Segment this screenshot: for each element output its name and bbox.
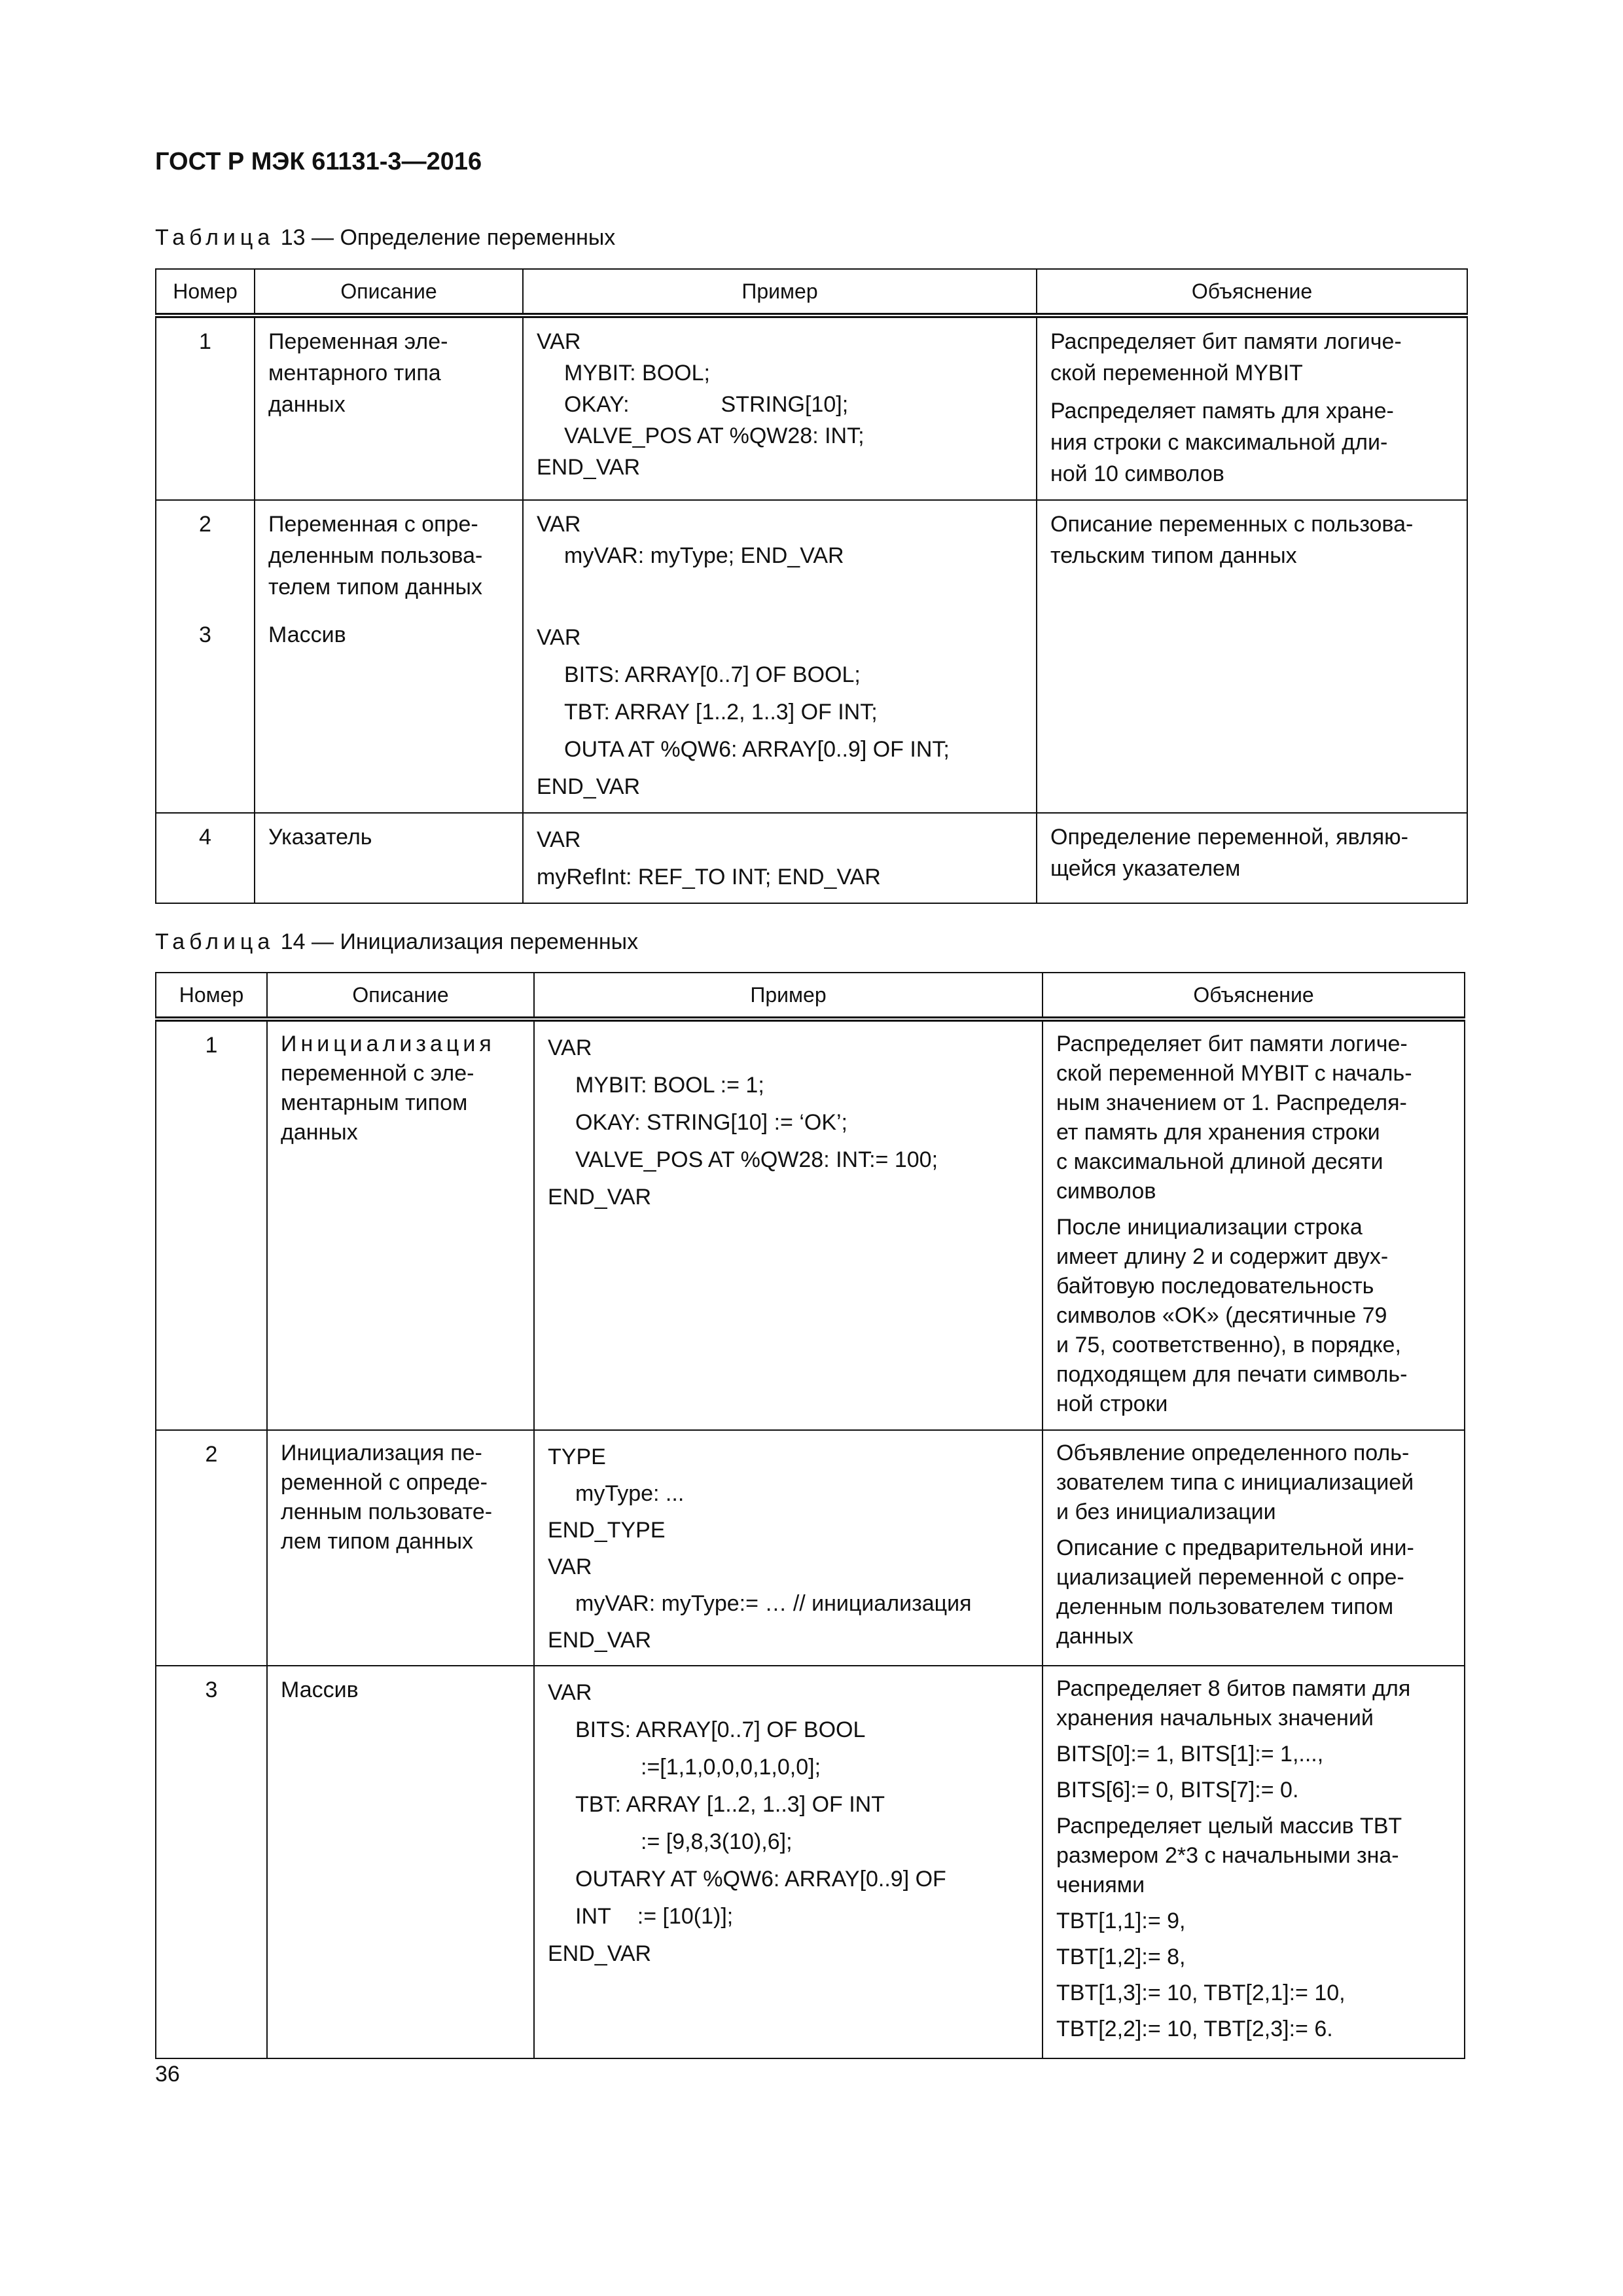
code-line: MYBIT: BOOL; (564, 361, 710, 386)
row-example (534, 1430, 1043, 1666)
code-line: VAR (537, 827, 581, 852)
code-line: TBT: ARRAY [1..2, 1..3] OF INT (575, 1792, 885, 1817)
row-example (534, 1666, 1043, 2058)
code-line: MYBIT: BOOL := 1; (575, 1073, 764, 1098)
row-example (523, 500, 1037, 611)
row-description: Указатель (255, 813, 523, 903)
row-explanation (1043, 1430, 1465, 1666)
explanation-paragraph: Описание с предварительной ини- циализацией переменной с опре- деленным пользователем типом данных (1056, 1535, 1414, 1649)
code-token: INT (575, 1904, 611, 1929)
code-token: := [10(1)]; (637, 1904, 734, 1929)
explanation-paragraph: BITS[6]:= 0, BITS[7]:= 0. (1056, 1778, 1299, 1803)
page-number: 36 (155, 2062, 180, 2087)
document-header: ГОСТ Р МЭК 61131-3—2016 (155, 148, 482, 175)
row-description: Переменная эле- ментарного типа данных (255, 315, 523, 500)
row-example (523, 315, 1037, 500)
row-number: 2 (156, 500, 255, 611)
description-rest: переменной с эле- ментарным типом данных (281, 1061, 474, 1145)
explanation-paragraph: Распределяет бит памяти логиче- ской переменной MYBIT с началь- ным значением от 1. Распределя- ет память для хранения строки с максимальной длиной десяти символов (1056, 1031, 1412, 1204)
explanation-paragraph: Объявление определенного поль- зователем типа с инициализацией и без инициализации (1056, 1441, 1414, 1524)
code-line: BITS: ARRAY[0..7] OF BOOL (575, 1717, 866, 1742)
table13-col-explanation: Объяснение (1037, 269, 1467, 315)
code-line: myType: ... (575, 1481, 685, 1506)
code-line: OUTARY AT %QW6: ARRAY[0..9] OF (575, 1867, 946, 1892)
code-line: OKAY: STRING[10] := ‘OK’; (575, 1110, 848, 1135)
explanation-paragraph: Распределяет 8 битов памяти для хранения начальных значений (1056, 1676, 1411, 1731)
row-description (267, 1019, 534, 1430)
code-line: VAR (537, 329, 581, 354)
row-number: 1 (156, 1019, 267, 1430)
code-line: VAR (548, 1554, 592, 1579)
code-line: myVAR: myType; END_VAR (564, 543, 844, 568)
code-line: VAR (537, 625, 581, 650)
code-line: VAR (548, 1680, 592, 1705)
table13 (155, 268, 1468, 904)
explanation-paragraph: TBT[1,2]:= 8, (1056, 1945, 1186, 1969)
row-explanation: Описание переменных с пользова- тельским типом данных (1037, 500, 1467, 813)
row-explanation (1037, 315, 1467, 500)
table14-caption (155, 929, 638, 955)
explanation-paragraph: Распределяет целый массив TBT размером 2*3 с начальными зна- чениями (1056, 1814, 1402, 1897)
table14-col-example: Пример (534, 973, 1043, 1019)
code-line: END_VAR (548, 1185, 652, 1210)
row-explanation (1043, 1666, 1465, 2058)
row-explanation: Определение переменной, являю- щейся указателем (1037, 813, 1467, 903)
table13-caption-rest: 13 — Определение переменных (274, 225, 616, 250)
row-number: 3 (156, 1666, 267, 2058)
code-line: END_TYPE (548, 1518, 666, 1543)
table14-header-row (156, 973, 1465, 1019)
code-token: OKAY: (564, 392, 630, 417)
code-line: TBT: ARRAY [1..2, 1..3] OF INT; (564, 700, 878, 725)
table14 (155, 972, 1465, 2059)
row-number: 2 (156, 1430, 267, 1666)
row-example (523, 813, 1037, 903)
table14-col-description: Описание (267, 973, 534, 1019)
table13-caption-prefix: Таблица (155, 225, 275, 250)
description-first-word: Инициализация (281, 1031, 495, 1056)
explanation-paragraph: После инициализации строка имеет длину 2 и содержит двух- байтовую последовательность символов «OK» (десятичные 79 и 75, соответственно), в порядке, подходящем для печати символь- ной строки (1056, 1215, 1408, 1416)
table13-col-example: Пример (523, 269, 1037, 315)
code-line: END_VAR (537, 774, 641, 799)
row-number: 4 (156, 813, 255, 903)
code-line: BITS: ARRAY[0..7] OF BOOL; (564, 662, 861, 687)
table-row (156, 1666, 1465, 2058)
code-token: STRING[10]; (721, 392, 849, 417)
explanation-paragraph: TBT[2,2]:= 10, TBT[2,3]:= 6. (1056, 2017, 1333, 2041)
table13-col-number: Номер (156, 269, 255, 315)
table-row (156, 1430, 1465, 1666)
table13-caption (155, 225, 615, 251)
code-line: END_VAR (548, 1941, 652, 1966)
explanation-paragraph: TBT[1,3]:= 10, TBT[2,1]:= 10, (1056, 1981, 1346, 2005)
table-row (156, 1019, 1465, 1430)
row-number: 3 (156, 611, 255, 813)
table14-caption-prefix: Таблица (155, 929, 275, 954)
code-line: END_VAR (537, 455, 641, 480)
code-line: VALVE_POS AT %QW28: INT; (564, 423, 865, 448)
row-description: Инициализация пе- ременной с опреде- ленным пользовате- лем типом данных (267, 1430, 534, 1666)
table13-header-row (156, 269, 1467, 315)
code-line: OUTA AT %QW6: ARRAY[0..9] OF INT; (564, 737, 950, 762)
code-line (537, 389, 1023, 420)
explanation-paragraph: Распределяет бит памяти логиче- ской переменной MYBIT (1050, 329, 1402, 386)
code-line: :=[1,1,0,0,0,1,0,0]; (641, 1755, 821, 1780)
code-line: END_VAR (548, 1628, 652, 1653)
explanation-paragraph: TBT[1,1]:= 9, (1056, 1909, 1186, 1933)
row-number: 1 (156, 315, 255, 500)
code-line: myRefInt: REF_TO INT; END_VAR (537, 865, 881, 889)
table14-col-explanation: Объяснение (1043, 973, 1465, 1019)
row-example (534, 1019, 1043, 1430)
table-row (156, 315, 1467, 500)
row-example (523, 611, 1037, 813)
table13-col-description: Описание (255, 269, 523, 315)
code-line: := [9,8,3(10),6]; (641, 1829, 793, 1854)
code-line: TYPE (548, 1444, 606, 1469)
row-description: Переменная с опре- деленным пользова- телем типом данных (255, 500, 523, 611)
table14-col-number: Номер (156, 973, 267, 1019)
row-description: Массив (255, 611, 523, 813)
code-line (548, 1898, 1029, 1935)
table-row (156, 500, 1467, 611)
code-line: myVAR: myType:= … // инициализация (575, 1591, 972, 1616)
explanation-paragraph: Распределяет память для хране- ния строки с максимальной дли- ной 10 символов (1050, 399, 1394, 486)
row-description: Массив (267, 1666, 534, 2058)
table-row (156, 813, 1467, 903)
row-explanation (1043, 1019, 1465, 1430)
code-line: VAR (537, 512, 581, 537)
code-line: VALVE_POS AT %QW28: INT:= 100; (575, 1147, 938, 1172)
table14-caption-rest: 14 — Инициализация переменных (274, 929, 639, 954)
code-line: VAR (548, 1035, 592, 1060)
explanation-paragraph: BITS[0]:= 1, BITS[1]:= 1,..., (1056, 1742, 1324, 1767)
